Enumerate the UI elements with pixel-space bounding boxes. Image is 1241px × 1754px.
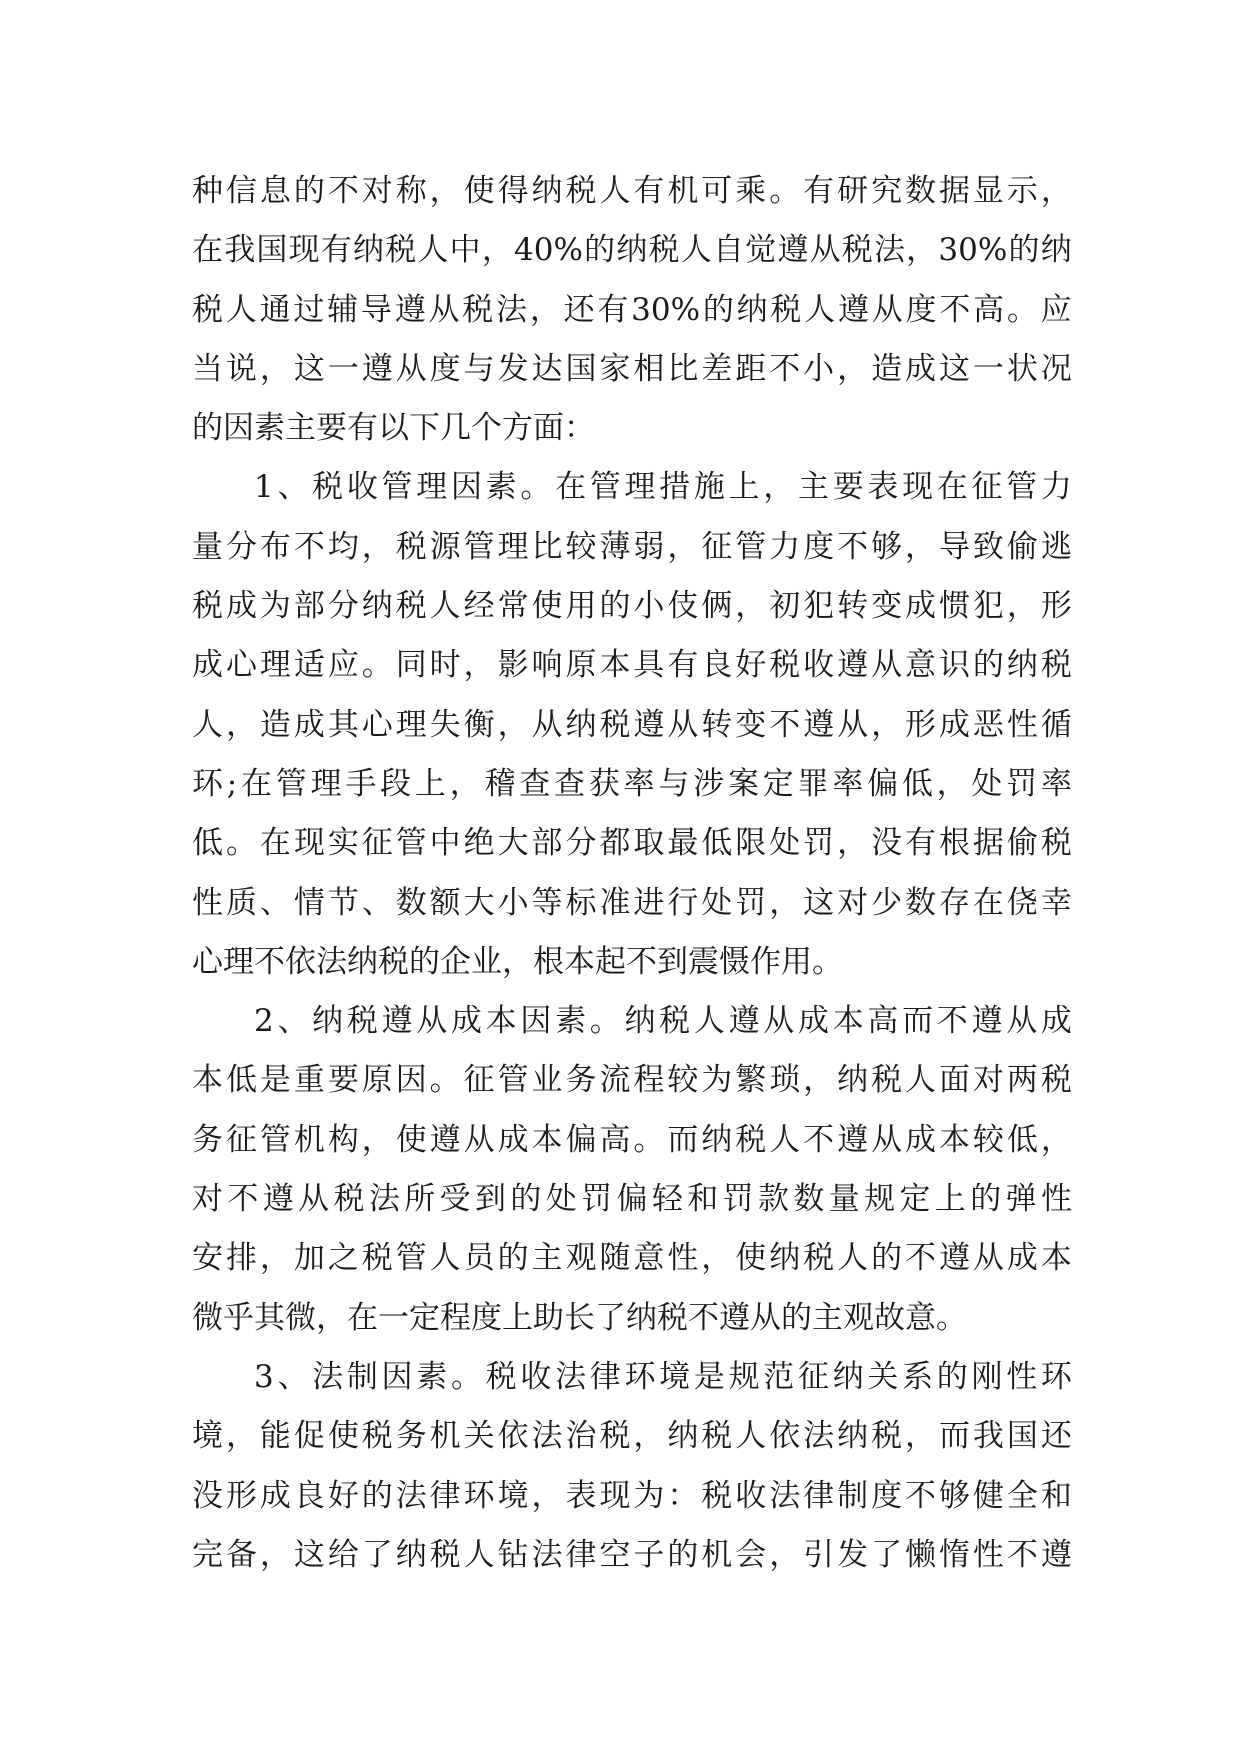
text-line: 种 信 息 的 不 对 称 ， 使 得 纳 税 人 有 机 可 乘 。 有 研 究 数 据 显 示 ， (192, 173, 1072, 209)
paragraph-first-line: 3 、 法 制 因 素 。 税 收 法 律 环 境 是 规 范 征 纳 关 系 的 刚 性 环 (254, 1358, 1072, 1395)
text-line: 微乎其微，在一定程度上助长了纳税不遵从的主观故意。 (192, 1299, 967, 1336)
text-line: 量 分 布 不 均 ， 税 源 管 理 比 较 薄 弱 ， 征 管 力 度 不 够 ， 导 致 偷 逃 (192, 528, 1072, 565)
text-line: 成 心 理 适 应 。 同 时 ， 影 响 原 本 具 有 良 好 税 收 遵 从 意 识 的 纳 税 (192, 647, 1072, 684)
text-line: 税 成 为 部 分 纳 税 人 经 常 使 用 的 小 伎 俩 ， 初 犯 转 变 成 惯 犯 ， 形 (192, 588, 1072, 625)
text-line: 务 征 管 机 构 ， 使 遵 从 成 本 偏 高 。 而 纳 税 人 不 遵 从 成 本 较 低 ， (192, 1121, 1072, 1158)
text-line: 的因素主要有以下几个方面： (192, 410, 595, 447)
text-line: 在 我 国 现 有 纳 税 人 中 ， 40% 的 纳 税 人 自 觉 遵 从 税 法 ， 30% 的 纳 (192, 232, 1072, 269)
text-line: 完 备 ， 这 给 了 纳 税 人 钻 法 律 空 子 的 机 会 ， 引 发 了 懒 惰 性 不 遵 (192, 1536, 1072, 1573)
text-line: 没 形 成 良 好 的 法 律 环 境 ， 表 现 为 ： 税 收 法 律 制 度 不 够 健 全 和 (192, 1477, 1072, 1514)
paragraph-first-line: 2 、 纳 税 遵 从 成 本 因 素 。 纳 税 人 遵 从 成 本 高 而 不 遵 从 成 (254, 1003, 1072, 1040)
text-line: 低 。 在 现 实 征 管 中 绝 大 部 分 都 取 最 低 限 处 罚 ， 没 有 根 据 偷 税 (192, 825, 1072, 862)
text-line: 安 排 ， 加 之 税 管 人 员 的 主 观 随 意 性 ， 使 纳 税 人 的 不 遵 从 成 本 (192, 1240, 1072, 1277)
text-line: 本 低 是 重 要 原 因 。 征 管 业 务 流 程 较 为 繁 琐 ， 纳 税 人 面 对 两 税 (192, 1062, 1072, 1099)
text-line: 环 ; 在 管 理 手 段 上 ， 稽 查 查 获 率 与 涉 案 定 罪 率 偏 低 ， 处 罚 率 (192, 765, 1072, 802)
text-line: 人 ， 造 成 其 心 理 失 衡 ， 从 纳 税 遵 从 转 变 不 遵 从 ， 形 成 恶 性 循 (192, 706, 1072, 743)
text-line: 当 说 ， 这 一 遵 从 度 与 发 达 国 家 相 比 差 距 不 小 ， 造 成 这 一 状 况 (192, 350, 1072, 387)
text-line: 心理不依法纳税的企业，根本起不到震慑作用。 (192, 943, 843, 980)
text-line: 对 不 遵 从 税 法 所 受 到 的 处 罚 偏 轻 和 罚 款 数 量 规 定 上 的 弹 性 (192, 1181, 1072, 1218)
body-text (192, 162, 1072, 1585)
text-line: 境 ， 能 促 使 税 务 机 关 依 法 治 税 ， 纳 税 人 依 法 纳 税 ， 而 我 国 还 (192, 1418, 1072, 1455)
paragraph-first-line: 1 、 税 收 管 理 因 素 。 在 管 理 措 施 上 ， 主 要 表 现 在 征 管 力 (254, 469, 1072, 506)
text-line: 性 质 、 情 节 、 数 额 大 小 等 标 准 进 行 处 罚 ， 这 对 少 数 存 在 侥 幸 (192, 884, 1072, 921)
text-line: 税 人 通 过 辅 导 遵 从 税 法 ， 还 有 30% 的 纳 税 人 遵 从 度 不 高 。 应 (192, 291, 1072, 328)
